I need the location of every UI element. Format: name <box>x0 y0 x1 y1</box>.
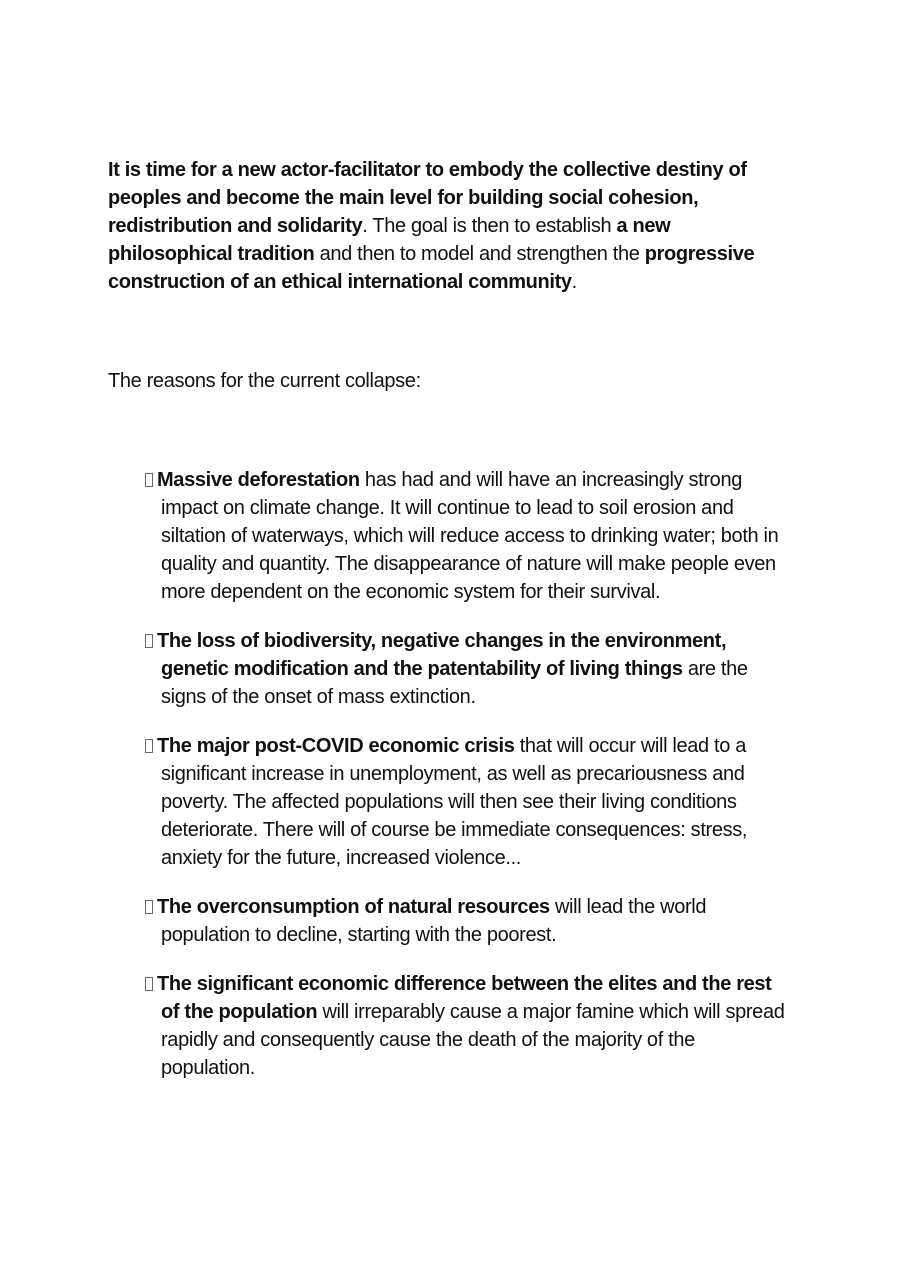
missing-glyph-bullet-icon <box>145 473 153 487</box>
reason-item <box>133 970 793 1082</box>
missing-glyph-bullet-icon <box>145 634 153 648</box>
reason-item <box>133 627 793 711</box>
reason-text: has had and will have an increasingly strong impact on climate change. It will continue to lead to soil erosion and siltation of waterways, which will reduce access to drinking water; both in quality and quantity. The disappearance of nature will make people even more dependent on the economic system for their survival. <box>161 469 779 603</box>
reason-bold-text: The major post-COVID economic crisis <box>157 735 515 757</box>
reason-text: that will occur will lead to a significant increase in unemployment, as well as precariousness and poverty. The affected populations will then see their living conditions deteriorate. There will of course be immediate consequences: stress, anxiety for the future, increased violence... <box>161 735 748 869</box>
reason-bold-text: Massive deforestation <box>157 469 360 491</box>
reasons-list <box>133 466 793 1103</box>
reason-bold-text: The loss of biodiversity, negative changes in the environment, genetic modification and the patentability of living things <box>157 630 727 680</box>
missing-glyph-bullet-icon <box>145 739 153 753</box>
reason-text: will lead the world population to decline, starting with the poorest. <box>161 896 707 946</box>
intro-paragraph <box>108 156 798 296</box>
reason-item <box>133 893 793 949</box>
intro-text-segment: . The goal is then to establish <box>362 215 617 237</box>
reason-bold-text: The significant economic difference between the elites and the rest of the population <box>157 973 772 1023</box>
reasons-heading: The reasons for the current collapse: <box>108 370 421 392</box>
missing-glyph-bullet-icon <box>145 977 153 991</box>
intro-bold-segment: It is time for a new actor-facilitator to embody the collective destiny of peoples and become the main level for building social cohesion, redistribution and solidarity <box>108 159 747 237</box>
reason-text: will irreparably cause a major famine which will spread rapidly and consequently cause the death of the majority of the population. <box>161 1001 785 1079</box>
intro-bold-segment: progressive construction of an ethical international community <box>108 243 755 293</box>
intro-bold-segment: a new philosophical tradition <box>108 215 671 265</box>
reason-text: are the signs of the onset of mass extinction. <box>161 658 748 708</box>
intro-text-segment: and then to model and strengthen the <box>314 243 645 265</box>
reason-bold-text: The overconsumption of natural resources <box>157 896 550 918</box>
intro-text-segment: . <box>571 271 577 293</box>
reason-item <box>133 732 793 872</box>
reason-item <box>133 466 793 606</box>
missing-glyph-bullet-icon <box>145 900 153 914</box>
